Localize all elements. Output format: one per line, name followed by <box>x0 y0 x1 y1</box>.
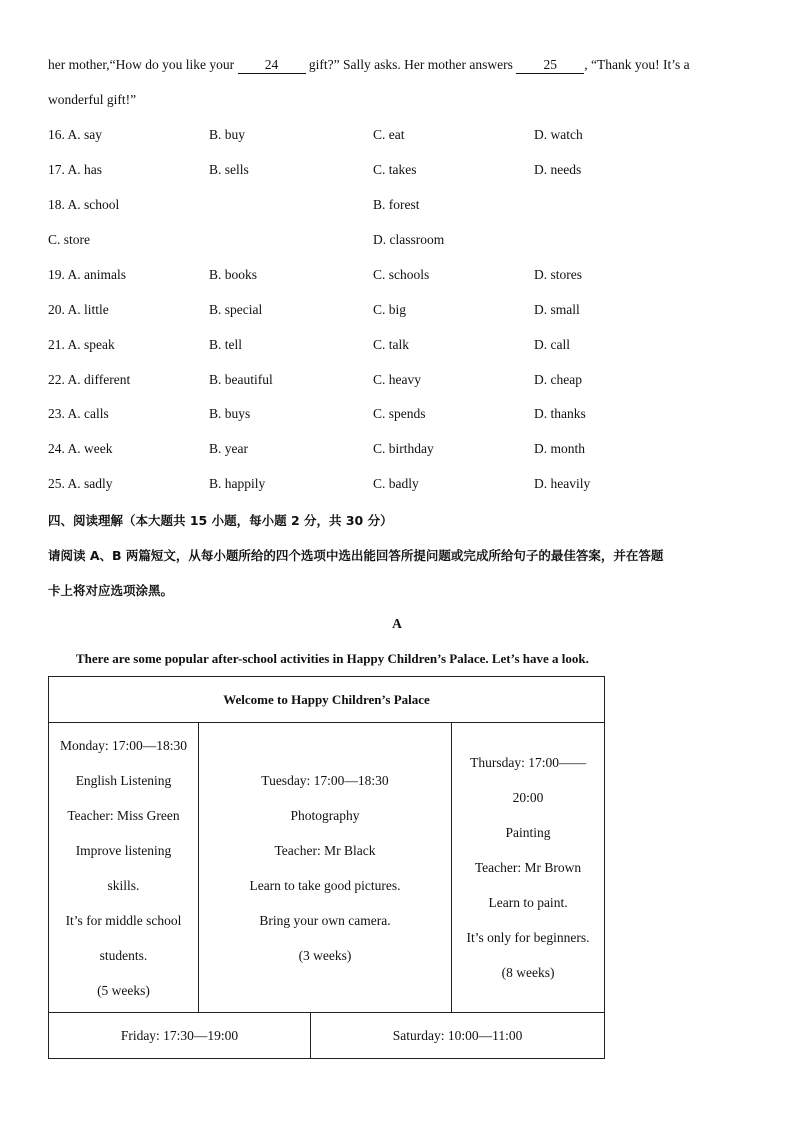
option-a[interactable]: 23. A. calls <box>48 406 109 421</box>
option-b[interactable]: B. sells <box>209 162 249 177</box>
option-a[interactable]: 17. A. has <box>48 162 103 177</box>
question-25 <box>48 476 748 496</box>
option-c[interactable]: C. heavy <box>373 372 421 387</box>
passage-text: her mother,“How do you like your <box>48 57 238 72</box>
option-b[interactable]: B. beautiful <box>209 372 273 387</box>
question-19 <box>48 267 748 287</box>
option-a[interactable]: 16. A. say <box>48 127 103 142</box>
option-b[interactable]: B. tell <box>209 337 242 352</box>
monday-cell: Monday: 17:00—18:30 English Listening Teacher: Miss Green Improve listening skills. It’s for middle school students. (5 weeks) <box>49 723 199 1013</box>
option-a[interactable]: 19. A. animals <box>48 267 127 282</box>
question-24 <box>48 441 748 461</box>
section-instruction-2: 卡上将对应选项涂黑。 <box>48 583 174 598</box>
option-c[interactable]: C. eat <box>373 127 405 142</box>
table-title: Welcome to Happy Children’s Palace <box>49 677 605 723</box>
passage-label: A <box>392 616 402 631</box>
question-21 <box>48 337 748 357</box>
option-d[interactable]: D. heavily <box>534 476 591 491</box>
option-b[interactable]: B. special <box>209 302 263 317</box>
passage-line-2: wonderful gift!” <box>48 92 137 107</box>
question-18-cont <box>48 232 748 252</box>
option-c[interactable]: C. schools <box>373 267 430 282</box>
blank-24: 24 <box>238 58 306 74</box>
option-a[interactable]: 24. A. week <box>48 441 113 456</box>
question-22 <box>48 372 748 392</box>
thursday-cell: Thursday: 17:00—— 20:00 Painting Teacher: Mr Brown Learn to paint. It’s only for beginners. (8 weeks) <box>452 723 605 1013</box>
blank-25: 25 <box>516 58 584 74</box>
option-d[interactable]: D. thanks <box>534 406 586 421</box>
tuesday-cell: Tuesday: 17:00—18:30 Photography Teacher: Mr Black Learn to take good pictures. Bring your own camera. (3 weeks) <box>199 723 452 1013</box>
saturday-cell: Saturday: 10:00—11:00 <box>311 1013 605 1059</box>
option-d[interactable]: D. watch <box>534 127 583 142</box>
option-a[interactable]: 21. A. speak <box>48 337 115 352</box>
option-d[interactable]: D. cheap <box>534 372 582 387</box>
option-c[interactable]: C. spends <box>373 406 426 421</box>
option-c[interactable]: C. takes <box>373 162 417 177</box>
table-row <box>49 723 605 1013</box>
option-d[interactable]: D. classroom <box>373 232 445 247</box>
option-d[interactable]: D. stores <box>534 267 582 282</box>
passage-line-1 <box>48 57 690 74</box>
passage-intro: There are some popular after-school activities in Happy Children’s Palace. Let’s have a look. <box>76 651 589 666</box>
question-17 <box>48 162 748 182</box>
option-c[interactable]: C. store <box>48 232 90 247</box>
passage-text: gift?” Sally asks. Her mother answers <box>305 57 517 72</box>
option-c[interactable]: C. talk <box>373 337 409 352</box>
question-16 <box>48 127 748 147</box>
question-18 <box>48 197 748 217</box>
option-d[interactable]: D. needs <box>534 162 582 177</box>
option-b[interactable]: B. buys <box>209 406 251 421</box>
section-instruction-1: 请阅读 A、B 两篇短文，从每小题所给的四个选项中选出能回答所提问题或完成所给句子的最佳答案，并在答题 <box>48 548 664 563</box>
option-d[interactable]: D. call <box>534 337 570 352</box>
option-c[interactable]: C. big <box>373 302 407 317</box>
friday-cell: Friday: 17:30—19:00 <box>49 1013 311 1059</box>
option-b[interactable]: B. books <box>209 267 258 282</box>
option-b[interactable]: B. happily <box>209 476 266 491</box>
table-header-row <box>49 677 605 723</box>
option-a[interactable]: 22. A. different <box>48 372 131 387</box>
question-20 <box>48 302 748 322</box>
option-b[interactable]: B. year <box>209 441 248 456</box>
option-c[interactable]: C. birthday <box>373 441 434 456</box>
option-c[interactable]: C. badly <box>373 476 419 491</box>
section-heading: 四、阅读理解（本大题共 15 小题，每小题 2 分，共 30 分） <box>48 513 393 528</box>
passage-text: , “Thank you! It’s a <box>584 57 690 72</box>
option-d[interactable]: D. month <box>534 441 586 456</box>
option-b[interactable]: B. forest <box>373 197 420 212</box>
option-a[interactable]: 20. A. little <box>48 302 109 317</box>
option-d[interactable]: D. small <box>534 302 580 317</box>
schedule-table <box>48 676 605 1059</box>
option-b[interactable]: B. buy <box>209 127 246 142</box>
question-23 <box>48 406 748 426</box>
option-a[interactable]: 18. A. school <box>48 197 120 212</box>
table-row <box>49 1013 605 1059</box>
option-a[interactable]: 25. A. sadly <box>48 476 113 491</box>
